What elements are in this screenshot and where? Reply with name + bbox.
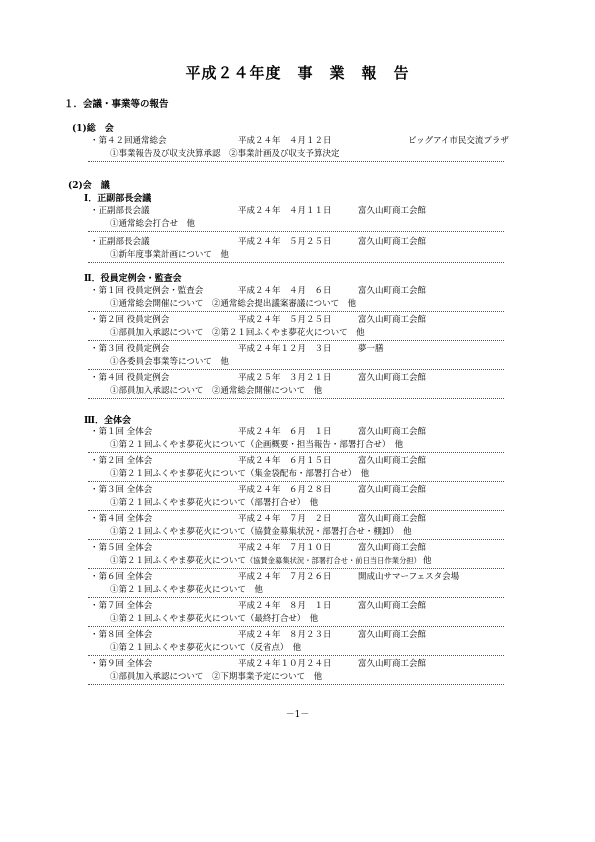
section-heading-meetings-events: １．会議・事業等の報告: [64, 99, 169, 110]
meeting-name: ・第７回 全体会: [90, 601, 153, 611]
plenary-meeting-block: [88, 426, 504, 685]
plenary-meeting-heading: Ⅲ．全体会: [84, 416, 131, 426]
list-item: [88, 236, 504, 263]
list-item: [88, 629, 504, 656]
meeting-name: ・第２回 役員定例会: [90, 315, 170, 325]
meeting-name: ・第６回 全体会: [90, 572, 153, 582]
meeting-venue: 富久山町商工会館: [358, 514, 427, 524]
meeting-detail: ①第２１回ふくやま夢花火について 他: [110, 584, 263, 595]
list-item: [88, 513, 504, 540]
meeting-venue: ビッグアイ市民交流プラザ: [408, 136, 509, 146]
list-item: [88, 372, 504, 399]
meeting-detail: ①部員加入承認について ②第２１回ふくやま夢花火について 他: [110, 327, 365, 338]
list-item: [88, 135, 509, 162]
meeting-detail: ①第２１回ふくやま夢花火について（反省点） 他: [110, 642, 302, 653]
meeting-date: 平成２４年 ６月 １日: [238, 427, 332, 437]
meeting-name: ・第１回 役員定例会・監査会: [90, 286, 204, 296]
list-item: [88, 285, 504, 312]
meeting-detail: ①第２１回ふくやま夢花火について（企画概要・担当報告・部署打合せ） 他: [110, 439, 404, 450]
meeting-venue: 富久山町商工会館: [358, 373, 427, 383]
meeting-venue: 夢一膳: [358, 344, 384, 354]
vice-meeting-heading: Ⅰ．正副部長会議: [84, 194, 152, 204]
meeting-date: 平成２４年 ７月２６日: [238, 572, 332, 582]
meeting-detail: ①第２１回ふくやま夢花火について（最終打合せ） 他: [110, 613, 319, 624]
meeting-date: 平成２４年１２月 ３日: [238, 344, 332, 354]
page-title: 平成２４年度 事 業 報 告: [185, 64, 410, 82]
meeting-name: ・第３回 全体会: [90, 485, 153, 495]
meeting-detail: ①部員加入承認について ②下期事業予定について 他: [110, 671, 323, 682]
officers-meeting-block: [88, 285, 504, 399]
meeting-venue: 富久山町商工会館: [358, 456, 427, 466]
meeting-detail: ①新年度事業計画について 他: [110, 249, 229, 260]
meeting-date: 平成２４年 ４月 ６日: [238, 286, 332, 296]
meeting-venue: 富久山町商工会館: [358, 630, 427, 640]
list-item: [88, 484, 504, 511]
meeting-detail: ①部員加入承認について ②通常総会開催について 他: [110, 385, 323, 396]
meeting-venue: 富久山町商工会館: [358, 543, 427, 553]
general-meeting-block: [88, 135, 509, 162]
list-item: [88, 314, 504, 341]
meeting-name: ・第５回 全体会: [90, 543, 153, 553]
meeting-detail: ①第２１回ふくやま夢花火について（協賛金募集状況・部署打合せ・棚卸） 他: [110, 526, 412, 537]
meeting-venue: 富久山町商工会館: [358, 237, 427, 247]
list-item: [88, 658, 504, 685]
meeting-detail: ①通常総会打合せ 他: [110, 218, 196, 229]
meeting-date: 平成２４年 ７月１０日: [238, 543, 332, 553]
meeting-venue: 富久山町商工会館: [358, 485, 427, 495]
meeting-venue: 開成山サマーフェスタ会場: [358, 572, 460, 582]
meeting-name: ・第９回 全体会: [90, 659, 153, 669]
list-item: [88, 542, 504, 569]
meeting-detail: ①第２１回ふくやま夢花火について（部署打合せ） 他: [110, 497, 319, 508]
meeting-name: ・第３回 役員定例会: [90, 344, 170, 354]
meeting-venue: 富久山町商工会館: [358, 286, 427, 296]
list-item: [88, 343, 504, 370]
page-number: －1－: [285, 710, 310, 720]
meeting-venue: 富久山町商工会館: [358, 206, 427, 216]
meeting-date: 平成２４年 ８月 １日: [238, 601, 332, 611]
list-item: [88, 426, 504, 453]
list-item: [88, 571, 504, 598]
meeting-detail: ①事業報告及び収支決算承認 ②事業計画及び収支予算決定: [110, 148, 340, 159]
meeting-venue: 富久山町商工会館: [358, 659, 427, 669]
meeting-date: 平成２４年 ５月２５日: [238, 315, 332, 325]
meeting-date: 平成２４年 ４月１１日: [238, 206, 332, 216]
meeting-date: 平成２５年 ３月２１日: [238, 373, 332, 383]
meeting-name: ・第８回 全体会: [90, 630, 153, 640]
list-item: [88, 600, 504, 627]
meeting-date: 平成２４年 ４月１２日: [238, 136, 332, 146]
officers-meeting-heading: Ⅱ．役員定例会・監査会: [84, 274, 182, 284]
meeting-name: ・第４回 役員定例会: [90, 373, 170, 383]
meeting-detail: ①通常総会開催について ②通常総会提出議案審議について 他: [110, 298, 357, 309]
list-item: [88, 205, 504, 232]
meeting-date: 平成２４年 ８月２３日: [238, 630, 332, 640]
meetings-heading: (2)会 議: [68, 181, 110, 191]
meeting-venue: 富久山町商工会館: [358, 601, 427, 611]
meeting-detail: ①第２１回ふくやま夢花火について（集金袋配布・部署打合せ） 他: [110, 468, 370, 479]
meeting-date: 平成２４年１０月２４日: [238, 659, 332, 669]
meeting-name: ・正副部長会議: [90, 206, 150, 216]
meeting-name: ・正副部長会議: [90, 237, 150, 247]
meeting-name: ・第２回 全体会: [90, 456, 153, 466]
meeting-detail-note: （協賛金募集状況・部署打合せ・前日当日作業分担）: [245, 555, 421, 565]
meeting-name: ・第４回 全体会: [90, 514, 153, 524]
meeting-name: ・第１回 全体会: [90, 427, 153, 437]
meeting-date: 平成２４年 ５月２５日: [238, 237, 332, 247]
meeting-detail-main: ①第２１回ふくやま夢花火について: [110, 555, 246, 566]
meeting-detail: [88, 555, 504, 568]
meeting-date: 平成２４年 ６月２８日: [238, 485, 332, 495]
meeting-detail: ①各委員会事業等について 他: [110, 356, 229, 367]
meeting-venue: 富久山町商工会館: [358, 315, 427, 325]
list-item: [88, 455, 504, 482]
meeting-date: 平成２４年 ７月 ２日: [238, 514, 332, 524]
general-meeting-heading: (1)総 会: [72, 124, 114, 134]
meeting-date: 平成２４年 ６月１５日: [238, 456, 332, 466]
meeting-name: ・第４２回通常総会: [90, 136, 167, 146]
vice-meeting-block: [88, 205, 504, 263]
meeting-detail-tail: 他: [422, 555, 432, 566]
meeting-venue: 富久山町商工会館: [358, 427, 427, 437]
